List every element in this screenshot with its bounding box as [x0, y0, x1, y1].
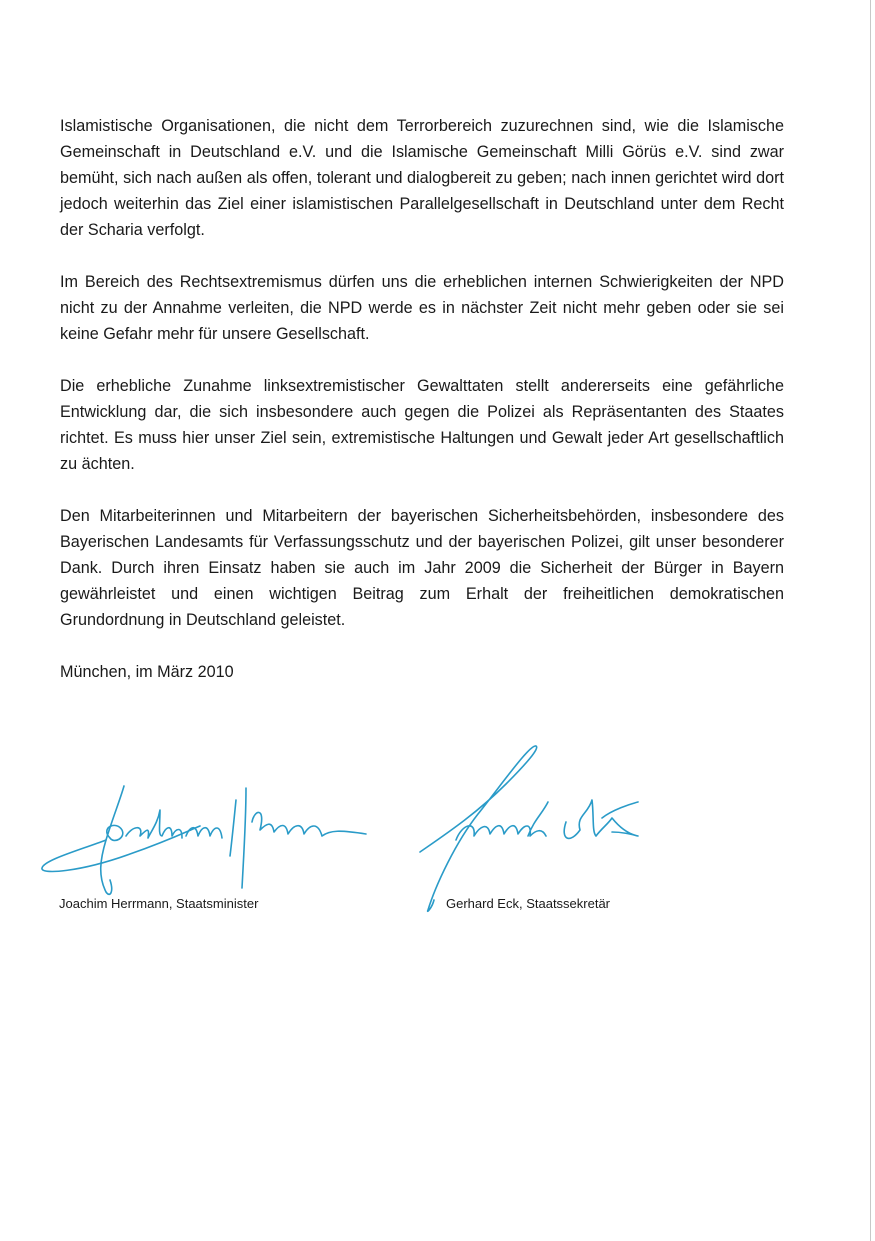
- paragraph-islamism: Islamistische Organisationen, die nicht dem Terrorbereich zuzurechnen sind, wie die Islamische Gemeinschaft in Deutschland e.V. und die Islamische Gemeinschaft Milli Görüs e.V. sind zwar bemüht, sich nach außen als offen, tolerant und dialogbereit zu geben; nach innen gerichtet wird dort jedoch weiterhin das Ziel einer islamistischen Parallelgesellschaft in Deutschland unter dem Recht der Scharia verfolgt.: [60, 117, 784, 239]
- signature-eck: [416, 744, 656, 914]
- paragraph-left-extremism: Die erhebliche Zunahme linksextremistischer Gewalttaten stellt andererseits eine gefährliche Entwicklung dar, die sich insbesondere auch gegen die Polizei als Repräsentanten des Staates richtet. Es muss hier unser Ziel sein, extremistische Haltungen und Gewalt jeder Art gesellschaftlich zu ächten.: [60, 377, 784, 473]
- letter-body: [60, 113, 784, 685]
- signature-herrmann: [40, 780, 370, 900]
- signature-caption-eck: Gerhard Eck, Staatssekretär: [446, 896, 611, 911]
- paragraph-right-extremism: Im Bereich des Rechtsextremismus dürfen uns die erheblichen internen Schwierigkeiten der NPD nicht zu der Annahme verleiten, die NPD werde es in nächster Zeit nicht mehr geben oder sie sei keine Gefahr mehr für unsere Gesellschaft.: [60, 273, 784, 343]
- place-and-date: München, im März 2010: [60, 663, 234, 681]
- paragraph-thanks: Den Mitarbeiterinnen und Mitarbeitern der bayerischen Sicherheitsbehörden, insbesondere des Bayerischen Landesamts für Verfassungsschutz und der bayerischen Polizei, gilt unser besonderer Dank. Durch ihren Einsatz haben sie auch im Jahr 2009 die Sicherheit der Bürger in Bayern gewährleistet und einen wichtigen Beitrag zum Erhalt der freiheitlichen demokratischen Grundordnung in Deutschland geleistet.: [60, 507, 784, 629]
- signature-block: [0, 740, 875, 930]
- page-edge-line: [870, 0, 871, 1241]
- signature-caption-herrmann: Joachim Herrmann, Staatsminister: [59, 896, 259, 911]
